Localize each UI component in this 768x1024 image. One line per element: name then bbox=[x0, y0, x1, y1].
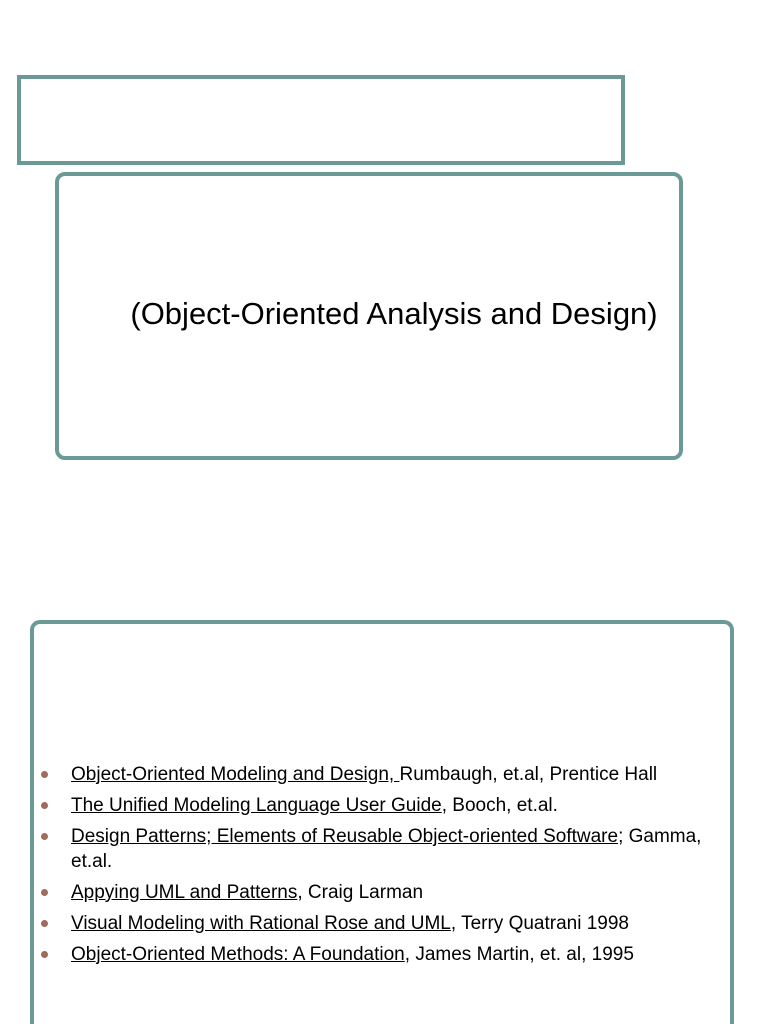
bullet-icon bbox=[41, 889, 48, 896]
reference-details: ; Gamma, et.al. bbox=[71, 826, 702, 872]
reference-details: , James Martin, et. al, 1995 bbox=[404, 944, 634, 965]
reference-item bbox=[34, 880, 724, 905]
reference-title: Object-Oriented Methods: A Foundation bbox=[71, 944, 405, 965]
reference-title: Visual Modeling with Rational Rose and UML bbox=[71, 913, 451, 934]
bullet-icon bbox=[41, 771, 48, 778]
reference-item bbox=[34, 762, 724, 787]
reference-details: , Craig Larman bbox=[297, 882, 424, 903]
reference-list bbox=[34, 762, 724, 973]
references-frame bbox=[30, 620, 734, 1024]
bullet-icon bbox=[41, 920, 48, 927]
reference-details: Rumbaugh, et.al, Prentice Hall bbox=[399, 764, 658, 785]
reference-title: Appying UML and Patterns bbox=[71, 882, 298, 903]
reference-title: Design Patterns; Elements of Reusable Object-oriented Software bbox=[71, 826, 619, 847]
reference-item bbox=[34, 942, 724, 967]
reference-title: Object-Oriented Modeling and Design, bbox=[71, 764, 400, 785]
reference-item bbox=[34, 911, 724, 936]
reference-item bbox=[34, 793, 724, 818]
bullet-icon bbox=[41, 951, 48, 958]
reference-item bbox=[34, 824, 724, 874]
bullet-icon bbox=[41, 833, 48, 840]
reference-details: , Booch, et.al. bbox=[441, 795, 558, 816]
subtitle-text: (Object-Oriented Analysis and Design) bbox=[130, 296, 658, 331]
reference-details: , Terry Quatrani 1998 bbox=[450, 913, 629, 934]
bullet-icon bbox=[41, 802, 48, 809]
subtitle-frame bbox=[55, 172, 683, 460]
reference-title: The Unified Modeling Language User Guide bbox=[71, 795, 442, 816]
title-frame bbox=[17, 75, 625, 165]
